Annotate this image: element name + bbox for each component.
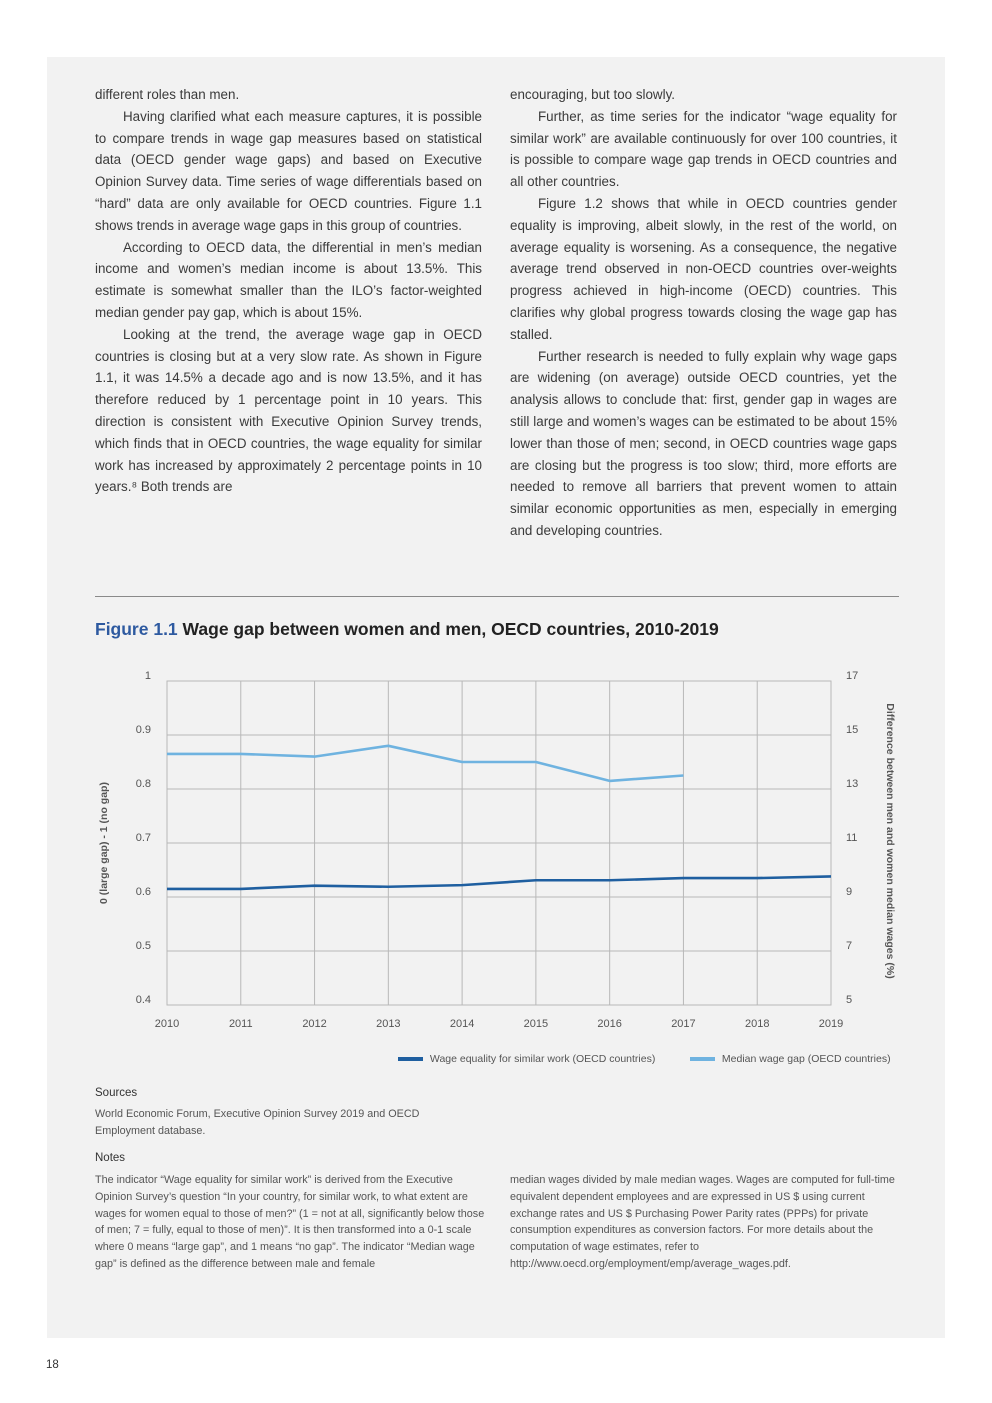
notes-text-left: The indicator “Wage equality for similar work” is derived from the Executive Opinion Survey’s question “In your country, for similar work, to what extent are wages for women equal to those of men?” (1 = not at all, significantly below those of men; 7 = fully, equal to those of men)”. It is then transformed into a 0-1 scale where 0 means “large gap”, and 1 means “no gap”. The indicator “Median wage gap” is defined as the difference between male and female	[95, 1174, 485, 1270]
y-tick-label-left: 0.9	[135, 724, 151, 736]
paragraph: Further research is needed to fully explain why wage gaps are widening (on average) outside OECD countries, yet the analysis allows to conclude that: first, gender gap in wages are still large and women’s wages can be estimated to be about 15% lower than those of men; second, in OECD countries wage gaps are closing but the progress is too slow; third, more efforts are needed to remove all barriers that prevent women to attain similar economic opportunities as men, especially in emerging and developing countries.	[510, 348, 897, 538]
y-tick-label-left: 0.7	[135, 832, 151, 844]
x-tick-label: 2010	[154, 1018, 180, 1030]
x-tick-label: 2011	[228, 1018, 253, 1030]
x-tick-label: 2018	[744, 1018, 770, 1030]
x-tick-label: 2016	[597, 1018, 622, 1030]
legend-swatch	[398, 1057, 423, 1061]
legend-label: Wage equality for similar work (OECD countries)	[429, 1053, 656, 1065]
y-tick-label-right: 9	[846, 886, 853, 898]
sources-heading: Sources	[95, 1087, 138, 1099]
y-tick-label-right: 11	[846, 832, 858, 844]
paragraph: encouraging, but too slowly.	[510, 87, 676, 102]
y-axis-title-left: 0 (large gap) - 1 (no gap)	[98, 782, 110, 904]
y-tick-label-left: 1	[144, 670, 151, 682]
paragraph: Looking at the trend, the average wage gap in OECD countries is closing but at a very slow rate. As shown in Figure 1.1, it was 14.5% a decade ago and is now 13.5%, and it has therefore reduced by 1 percentage point in 10 years. This direction is consistent with Executive Opinion Survey trends, which finds that in OECD countries, the wage equality for similar work has increased by approximately 2 percentage points in 10 years.⁸ Both trends are	[95, 326, 482, 495]
x-tick-label: 2012	[302, 1018, 327, 1030]
series-line-median-wage-gap	[167, 746, 683, 781]
paragraph: Figure 1.2 shows that while in OECD countries gender equality is improving, albeit slowly, in the rest of the world, on average equality is worsening. As a consequence, the negative average trend observed in non-OECD countries over-weights progress achieved in high-income (OECD) countries. This clarifies why global progress towards closing the wage gap has stalled.	[510, 195, 897, 342]
x-tick-label: 2015	[523, 1018, 549, 1030]
paragraph: Having clarified what each measure captures, it is possible to compare trends in wage gap measures based on statistical data (OECD gender wage gaps) and based on Executive Opinion Survey data. Time series of wage differentials based on “hard” data are only available for OECD countries. Figure 1.1 shows trends in average wage gaps in this group of countries.	[95, 108, 482, 233]
legend-swatch	[690, 1057, 715, 1061]
y-axis-title-right: Difference between men and women median wages (%)	[884, 703, 896, 979]
y-tick-label-right: 5	[846, 994, 853, 1006]
figure-number: Figure 1.1	[95, 619, 178, 639]
x-tick-label: 2014	[449, 1018, 475, 1030]
y-tick-label-left: 0.6	[135, 886, 151, 898]
sources-text: World Economic Forum, Executive Opinion Survey 2019 and OECD Employment database.	[95, 1108, 420, 1137]
paragraph: different roles than men.	[95, 87, 240, 102]
legend-item-median-wage-gap	[690, 1053, 891, 1065]
x-tick-label: 2019	[818, 1018, 844, 1030]
y-tick-label-left: 0.5	[135, 940, 151, 952]
y-tick-label-right: 7	[846, 940, 853, 952]
x-tick-label: 2013	[376, 1018, 401, 1030]
legend-item-wage-equality	[398, 1053, 655, 1065]
figure-caption: Wage gap between women and men, OECD countries, 2010-2019	[182, 619, 719, 639]
legend-label: Median wage gap (OECD countries)	[721, 1053, 891, 1065]
series-line-wage-equality	[167, 876, 831, 888]
y-tick-label-right: 15	[846, 724, 859, 736]
y-tick-label-right: 13	[846, 778, 859, 790]
y-tick-label-right: 17	[846, 670, 859, 682]
notes-heading: Notes	[95, 1152, 126, 1164]
page-number: 18	[46, 1359, 59, 1371]
paragraph: According to OECD data, the differential in men’s median income and women’s median income is about 13.5%. This estimate is somewhat smaller than the ILO’s factor-weighted median gender pay gap, which is about 15%.	[95, 239, 482, 320]
x-tick-label: 2017	[671, 1018, 696, 1030]
notes-text-right: median wages divided by male median wages. Wages are computed for full-time equivalent dependent employees and are expressed in US $ using current exchange rates and US $ Purchasing Power Parity rates (PPPs) for private consumption expenditures as conversion factors. For more details about the computation of wage estimates, refer to http://www.oecd.org/employment/emp/average_wages.pdf.	[510, 1174, 895, 1270]
y-tick-label-left: 0.4	[135, 994, 151, 1006]
paragraph: Further, as time series for the indicator “wage equality for similar work” are available continuously for over 100 countries, it is possible to compare wage gap trends in OECD countries and all other countries.	[510, 108, 897, 190]
y-tick-label-left: 0.8	[135, 778, 151, 790]
